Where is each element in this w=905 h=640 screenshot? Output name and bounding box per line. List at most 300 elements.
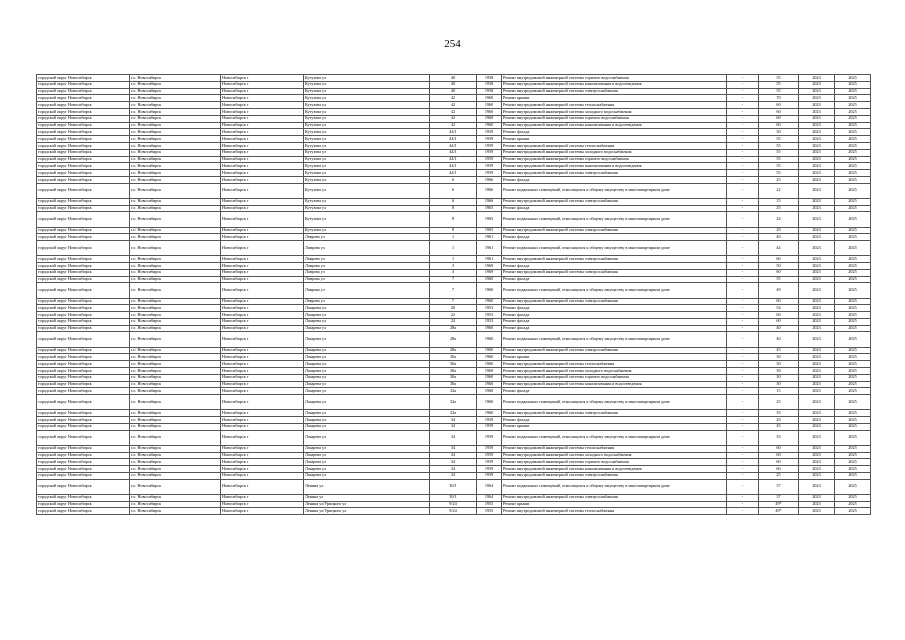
cell-build-year: 1960 (477, 367, 502, 374)
cell-plan-year-to: 2025 (835, 318, 871, 325)
cell-city: Новосибирск г (221, 256, 304, 263)
cell-city: Новосибирск г (221, 332, 304, 347)
cell-plan-year-from: 2023 (799, 234, 835, 241)
cell-street: Лазарева ул (304, 318, 430, 325)
cell-street: Лазарева ул (304, 445, 430, 452)
table-row (37, 508, 871, 515)
cell-service-term: 49 (759, 283, 799, 298)
table-row (37, 276, 871, 283)
cell-plan-year-from: 2023 (799, 149, 835, 156)
cell-municipality: городской округ Новосибирск (37, 149, 130, 156)
cell-plan-year-from: 2023 (799, 183, 835, 198)
table-row (37, 163, 871, 170)
cell-plan-year-to: 2025 (835, 81, 871, 88)
cell-city: Новосибирск г (221, 269, 304, 276)
cell-city: Новосибирск г (221, 156, 304, 163)
cell-plan-year-to: 2025 (835, 452, 871, 459)
cell-street: Кутузова ул (304, 122, 430, 129)
cell-plan-year-from: 2023 (799, 332, 835, 347)
cell-street: Кутузова ул (304, 129, 430, 136)
cell-tech-state: - (727, 170, 759, 177)
table-row (37, 354, 871, 361)
cell-settlement: г.о. Новосибирск (130, 212, 221, 227)
cell-house: 44/1 (430, 156, 477, 163)
cell-tech-state: - (727, 298, 759, 305)
cell-tech-state: - (727, 318, 759, 325)
cell-municipality: городской округ Новосибирск (37, 479, 130, 494)
cell-municipality: городской округ Новосибирск (37, 88, 130, 95)
cell-city: Новосибирск г (221, 417, 304, 424)
cell-tech-state: - (727, 332, 759, 347)
cell-tech-state: - (727, 347, 759, 354)
cell-settlement: г.о. Новосибирск (130, 298, 221, 305)
cell-tech-state: - (727, 198, 759, 205)
cell-house: 3 (430, 263, 477, 270)
cell-build-year: 1958 (477, 88, 502, 95)
table-row (37, 305, 871, 312)
cell-house: 40 (430, 81, 477, 88)
cell-city: Новосибирск г (221, 102, 304, 109)
cell-house: 3 (430, 269, 477, 276)
table-row (37, 388, 871, 395)
cell-plan-year-from: 2023 (799, 494, 835, 501)
cell-city: Новосибирск г (221, 149, 304, 156)
cell-street: Кутузова ул (304, 102, 430, 109)
cell-street: Лазарева ул (304, 374, 430, 381)
cell-plan-year-from: 2023 (799, 374, 835, 381)
cell-service-term: 37 (759, 494, 799, 501)
cell-work-type: Ремонт внутридомовой инженерной системы канализования и водоотведения (502, 81, 727, 88)
cell-plan-year-from: 2023 (799, 88, 835, 95)
cell-settlement: г.о. Новосибирск (130, 305, 221, 312)
cell-house: 1 (430, 241, 477, 256)
table-row (37, 142, 871, 149)
cell-plan-year-to: 2025 (835, 367, 871, 374)
table-row (37, 176, 871, 183)
cell-city: Новосибирск г (221, 88, 304, 95)
cell-tech-state: - (727, 276, 759, 283)
cell-build-year: 1959 (477, 170, 502, 177)
cell-tech-state: - (727, 410, 759, 417)
cell-work-type: Ремонт крыши (502, 354, 727, 361)
cell-work-type: Ремонт подвальных помещений, относящихся к общему имуществу в многоквартирном доме (502, 212, 727, 227)
table-body (37, 75, 871, 515)
cell-settlement: г.о. Новосибирск (130, 163, 221, 170)
cell-plan-year-to: 2025 (835, 501, 871, 508)
cell-build-year: 1960 (477, 283, 502, 298)
table-row (37, 283, 871, 298)
table-row (37, 298, 871, 305)
cell-street: Лазарева ул (304, 381, 430, 388)
table-row (37, 347, 871, 354)
cell-work-type: Ремонт подвальных помещений, относящихся к общему имуществу в многоквартирном доме (502, 332, 727, 347)
cell-plan-year-to: 2025 (835, 283, 871, 298)
cell-street: Кутузова ул (304, 205, 430, 212)
cell-plan-year-from: 2023 (799, 122, 835, 129)
cell-settlement: г.о. Новосибирск (130, 395, 221, 410)
cell-service-term: 40 (759, 234, 799, 241)
cell-city: Новосибирск г (221, 75, 304, 82)
cell-plan-year-from: 2023 (799, 256, 835, 263)
cell-work-type: Ремонт внутридомовой инженерной системы электроснабжения (502, 472, 727, 479)
cell-tech-state: - (727, 388, 759, 395)
cell-plan-year-to: 2025 (835, 508, 871, 515)
cell-plan-year-from: 2023 (799, 95, 835, 102)
cell-municipality: городской округ Новосибирск (37, 263, 130, 270)
cell-plan-year-from: 2023 (799, 198, 835, 205)
cell-tech-state: - (727, 234, 759, 241)
cell-plan-year-from: 2023 (799, 170, 835, 177)
cell-city: Новосибирск г (221, 318, 304, 325)
cell-tech-state: - (727, 305, 759, 312)
cell-street: Лазарева ул (304, 312, 430, 319)
table-row (37, 381, 871, 388)
cell-city: Новосибирск г (221, 241, 304, 256)
cell-settlement: г.о. Новосибирск (130, 459, 221, 466)
cell-work-type: Ремонт внутридомовой инженерной системы теплоснабжения (502, 142, 727, 149)
cell-street: Кутузова ул (304, 163, 430, 170)
cell-tech-state: - (727, 381, 759, 388)
cell-plan-year-from: 2023 (799, 283, 835, 298)
cell-work-type: Ремонт внутридомовой инженерной системы канализования и водоотведения (502, 466, 727, 473)
cell-house: 30а (430, 354, 477, 361)
cell-build-year: 1959 (477, 452, 502, 459)
cell-service-term: 30 (759, 367, 799, 374)
cell-settlement: г.о. Новосибирск (130, 452, 221, 459)
cell-municipality: городской округ Новосибирск (37, 176, 130, 183)
cell-house: 7 (430, 283, 477, 298)
cell-service-term: 15 (759, 388, 799, 395)
cell-street: Лазарева ул (304, 388, 430, 395)
cell-work-type: Ремонт внутридомовой инженерной системы теплоснабжения (502, 361, 727, 368)
cell-settlement: г.о. Новосибирск (130, 347, 221, 354)
cell-house: 7 (430, 276, 477, 283)
cell-settlement: г.о. Новосибирск (130, 283, 221, 298)
cell-tech-state: - (727, 205, 759, 212)
cell-settlement: г.о. Новосибирск (130, 417, 221, 424)
cell-house: 34 (430, 472, 477, 479)
cell-work-type: Ремонт подвальных помещений, относящихся к общему имуществу в многоквартирном доме (502, 283, 727, 298)
cell-service-term: 55 (759, 170, 799, 177)
cell-plan-year-to: 2025 (835, 108, 871, 115)
cell-work-type: Ремонт фасада (502, 176, 727, 183)
table-row (37, 198, 871, 205)
cell-build-year: 1959 (477, 417, 502, 424)
cell-work-type: Ремонт фасада (502, 263, 727, 270)
cell-service-term: 30 (759, 374, 799, 381)
cell-house: 24 (430, 318, 477, 325)
cell-plan-year-to: 2025 (835, 361, 871, 368)
cell-settlement: г.о. Новосибирск (130, 183, 221, 198)
cell-plan-year-to: 2025 (835, 241, 871, 256)
cell-work-type: Ремонт внутридомовой инженерной системы теплоснабжения (502, 445, 727, 452)
cell-plan-year-from: 2023 (799, 312, 835, 319)
cell-municipality: городской округ Новосибирск (37, 212, 130, 227)
cell-work-type: Ремонт крыши (502, 501, 727, 508)
cell-work-type: Ремонт фасада (502, 325, 727, 332)
cell-street: Кутузова ул (304, 115, 430, 122)
cell-street: Лазарева ул (304, 466, 430, 473)
cell-plan-year-to: 2025 (835, 122, 871, 129)
cell-municipality: городской округ Новосибирск (37, 234, 130, 241)
cell-tech-state: - (727, 142, 759, 149)
cell-city: Новосибирск г (221, 466, 304, 473)
table-row (37, 75, 871, 82)
cell-street: Лазарева ул (304, 361, 430, 368)
cell-house: 44/1 (430, 170, 477, 177)
cell-service-term: 60 (759, 269, 799, 276)
cell-build-year: 1966 (477, 176, 502, 183)
cell-work-type: Ремонт внутридомовой инженерной системы электроснабжения (502, 347, 727, 354)
cell-service-term: 40 (759, 325, 799, 332)
cell-city: Новосибирск г (221, 263, 304, 270)
table-row (37, 95, 871, 102)
cell-work-type: Ремонт внутридомовой инженерной системы горячего водоснабжения (502, 115, 727, 122)
cell-work-type: Ремонт внутридомовой инженерной системы холодного водоснабжения (502, 452, 727, 459)
cell-city: Новосибирск г (221, 142, 304, 149)
cell-street: Лазарева ул (304, 423, 430, 430)
cell-settlement: г.о. Новосибирск (130, 508, 221, 515)
cell-service-term: 60 (759, 466, 799, 473)
cell-settlement: г.о. Новосибирск (130, 361, 221, 368)
cell-house: 44/1 (430, 149, 477, 156)
cell-street: Кутузова ул (304, 95, 430, 102)
cell-city: Новосибирск г (221, 122, 304, 129)
cell-tech-state: - (727, 183, 759, 198)
cell-service-term: 60 (759, 108, 799, 115)
cell-work-type: Ремонт фасада (502, 312, 727, 319)
cell-tech-state: - (727, 354, 759, 361)
cell-street: Кутузова ул (304, 170, 430, 177)
cell-city: Новосибирск г (221, 183, 304, 198)
cell-city: Новосибирск г (221, 381, 304, 388)
cell-work-type: Ремонт внутридомовой инженерной системы горячего водоснабжения (502, 459, 727, 466)
cell-build-year: 1958 (477, 75, 502, 82)
table-row (37, 395, 871, 410)
cell-build-year: 1966 (477, 183, 502, 198)
cell-plan-year-from: 2023 (799, 445, 835, 452)
cell-service-term: 20 (759, 417, 799, 424)
table-row (37, 108, 871, 115)
cell-street: Кутузова ул (304, 149, 430, 156)
cell-street: Лаврова ул (304, 263, 430, 270)
cell-work-type: Ремонт внутридомовой инженерной системы холодного водоснабжения (502, 367, 727, 374)
cell-house: 28а (430, 332, 477, 347)
cell-city: Новосибирск г (221, 163, 304, 170)
cell-municipality: городской округ Новосибирск (37, 163, 130, 170)
table-row (37, 102, 871, 109)
cell-tech-state: - (727, 212, 759, 227)
table-row (37, 501, 871, 508)
table-row (37, 156, 871, 163)
cell-city: Новосибирск г (221, 234, 304, 241)
cell-settlement: г.о. Новосибирск (130, 241, 221, 256)
cell-plan-year-from: 2023 (799, 325, 835, 332)
cell-street: Лазарева ул (304, 410, 430, 417)
cell-plan-year-to: 2025 (835, 263, 871, 270)
table-row (37, 325, 871, 332)
cell-service-term: 20 (759, 227, 799, 234)
cell-house: 44/1 (430, 142, 477, 149)
cell-municipality: городской округ Новосибирск (37, 269, 130, 276)
cell-tech-state: - (727, 108, 759, 115)
cell-plan-year-to: 2025 (835, 75, 871, 82)
cell-street: Кутузова ул (304, 156, 430, 163)
cell-city: Новосибирск г (221, 276, 304, 283)
cell-municipality: городской округ Новосибирск (37, 95, 130, 102)
cell-work-type: Ремонт подвальных помещений, относящихся к общему имуществу в многоквартирном доме (502, 430, 727, 445)
cell-plan-year-to: 2025 (835, 347, 871, 354)
cell-settlement: г.о. Новосибирск (130, 501, 221, 508)
cell-plan-year-from: 2023 (799, 115, 835, 122)
cell-tech-state: - (727, 95, 759, 102)
cell-settlement: г.о. Новосибирск (130, 367, 221, 374)
cell-municipality: городской округ Новосибирск (37, 501, 130, 508)
cell-house: 34 (430, 430, 477, 445)
cell-work-type: Ремонт внутридомовой инженерной системы канализования и водоотведения (502, 163, 727, 170)
cell-municipality: городской округ Новосибирск (37, 205, 130, 212)
cell-house: 1 (430, 256, 477, 263)
cell-settlement: г.о. Новосибирск (130, 410, 221, 417)
cell-house: 44/1 (430, 136, 477, 143)
cell-city: Новосибирск г (221, 347, 304, 354)
cell-municipality: городской округ Новосибирск (37, 367, 130, 374)
cell-city: Новосибирск г (221, 325, 304, 332)
cell-street: Кутузова ул (304, 81, 430, 88)
cell-plan-year-from: 2023 (799, 163, 835, 170)
cell-plan-year-to: 2025 (835, 136, 871, 143)
cell-plan-year-from: 2023 (799, 108, 835, 115)
table-row (37, 430, 871, 445)
table-row (37, 115, 871, 122)
cell-build-year: 1960 (477, 381, 502, 388)
table-row (37, 367, 871, 374)
cell-settlement: г.о. Новосибирск (130, 142, 221, 149)
cell-street: Ленина ул/Урицкого ул (304, 501, 430, 508)
cell-plan-year-from: 2023 (799, 81, 835, 88)
cell-street: Ленина ул/Урицкого ул (304, 508, 430, 515)
cell-municipality: городской округ Новосибирск (37, 102, 130, 109)
cell-work-type: Ремонт внутридомовой инженерной системы теплоснабжения (502, 508, 727, 515)
cell-build-year: 1969 (477, 263, 502, 270)
cell-city: Новосибирск г (221, 354, 304, 361)
cell-plan-year-from: 2023 (799, 361, 835, 368)
cell-plan-year-from: 2023 (799, 452, 835, 459)
cell-build-year: 1960 (477, 361, 502, 368)
cell-settlement: г.о. Новосибирск (130, 234, 221, 241)
cell-work-type: Ремонт внутридомовой инженерной системы электроснабжения (502, 494, 727, 501)
cell-plan-year-from: 2023 (799, 305, 835, 312)
cell-build-year: 1955 (477, 501, 502, 508)
cell-service-term: 25 (759, 205, 799, 212)
cell-tech-state: - (727, 122, 759, 129)
cell-build-year: 1961 (477, 256, 502, 263)
cell-plan-year-from: 2023 (799, 466, 835, 473)
cell-street: Лаврова ул (304, 256, 430, 263)
cell-service-term: 45 (759, 347, 799, 354)
cell-settlement: г.о. Новосибирск (130, 122, 221, 129)
cell-plan-year-from: 2023 (799, 388, 835, 395)
cell-service-term: 35 (759, 410, 799, 417)
cell-plan-year-from: 2023 (799, 276, 835, 283)
cell-plan-year-from: 2023 (799, 102, 835, 109)
cell-settlement: г.о. Новосибирск (130, 129, 221, 136)
table-row (37, 452, 871, 459)
cell-municipality: городской округ Новосибирск (37, 332, 130, 347)
cell-city: Новосибирск г (221, 501, 304, 508)
table-row (37, 149, 871, 156)
cell-plan-year-from: 2023 (799, 136, 835, 143)
cell-municipality: городской округ Новосибирск (37, 129, 130, 136)
cell-municipality: городской округ Новосибирск (37, 227, 130, 234)
cell-municipality: городской округ Новосибирск (37, 508, 130, 515)
cell-settlement: г.о. Новосибирск (130, 494, 221, 501)
cell-plan-year-from: 2023 (799, 423, 835, 430)
cell-service-term: 55 (759, 142, 799, 149)
cell-tech-state: - (727, 88, 759, 95)
cell-plan-year-from: 2023 (799, 269, 835, 276)
cell-municipality: городской округ Новосибирск (37, 417, 130, 424)
cell-plan-year-from: 2023 (799, 241, 835, 256)
table-row (37, 445, 871, 452)
cell-street: Кутузова ул (304, 212, 430, 227)
table-row (37, 183, 871, 198)
cell-tech-state: - (727, 494, 759, 501)
cell-house: 7 (430, 298, 477, 305)
cell-service-term: 25 (759, 176, 799, 183)
table-row (37, 212, 871, 227)
cell-service-term: 55 (759, 276, 799, 283)
cell-street: Лазарева ул (304, 325, 430, 332)
cell-plan-year-from: 2023 (799, 472, 835, 479)
cell-plan-year-to: 2025 (835, 102, 871, 109)
cell-service-term: 55 (759, 156, 799, 163)
cell-municipality: городской округ Новосибирск (37, 361, 130, 368)
cell-municipality: городской округ Новосибирск (37, 347, 130, 354)
cell-service-term: 60 (759, 459, 799, 466)
cell-tech-state: - (727, 508, 759, 515)
cell-work-type: Ремонт фасада (502, 129, 727, 136)
cell-city: Новосибирск г (221, 212, 304, 227)
cell-plan-year-to: 2025 (835, 129, 871, 136)
cell-plan-year-to: 2025 (835, 142, 871, 149)
cell-work-type: Ремонт подвальных помещений, относящихся к общему имуществу в многоквартирном доме (502, 479, 727, 494)
cell-municipality: городской округ Новосибирск (37, 183, 130, 198)
cell-municipality: городской округ Новосибирск (37, 198, 130, 205)
cell-build-year: 1960 (477, 325, 502, 332)
cell-municipality: городской округ Новосибирск (37, 298, 130, 305)
cell-street: Лаврова ул (304, 283, 430, 298)
cell-plan-year-to: 2025 (835, 423, 871, 430)
cell-plan-year-to: 2025 (835, 95, 871, 102)
cell-tech-state: - (727, 241, 759, 256)
cell-municipality: городской округ Новосибирск (37, 459, 130, 466)
cell-plan-year-from: 2023 (799, 347, 835, 354)
cell-service-term: 60 (759, 298, 799, 305)
cell-build-year: 1959 (477, 136, 502, 143)
cell-plan-year-from: 2023 (799, 263, 835, 270)
cell-plan-year-to: 2025 (835, 354, 871, 361)
cell-tech-state: - (727, 283, 759, 298)
cell-build-year: 1959 (477, 129, 502, 136)
cell-settlement: г.о. Новосибирск (130, 170, 221, 177)
cell-house: 34 (430, 466, 477, 473)
cell-work-type: Ремонт фасада (502, 318, 727, 325)
cell-house: 42 (430, 95, 477, 102)
cell-plan-year-from: 2023 (799, 354, 835, 361)
cell-settlement: г.о. Новосибирск (130, 479, 221, 494)
cell-service-term: 40 (759, 332, 799, 347)
